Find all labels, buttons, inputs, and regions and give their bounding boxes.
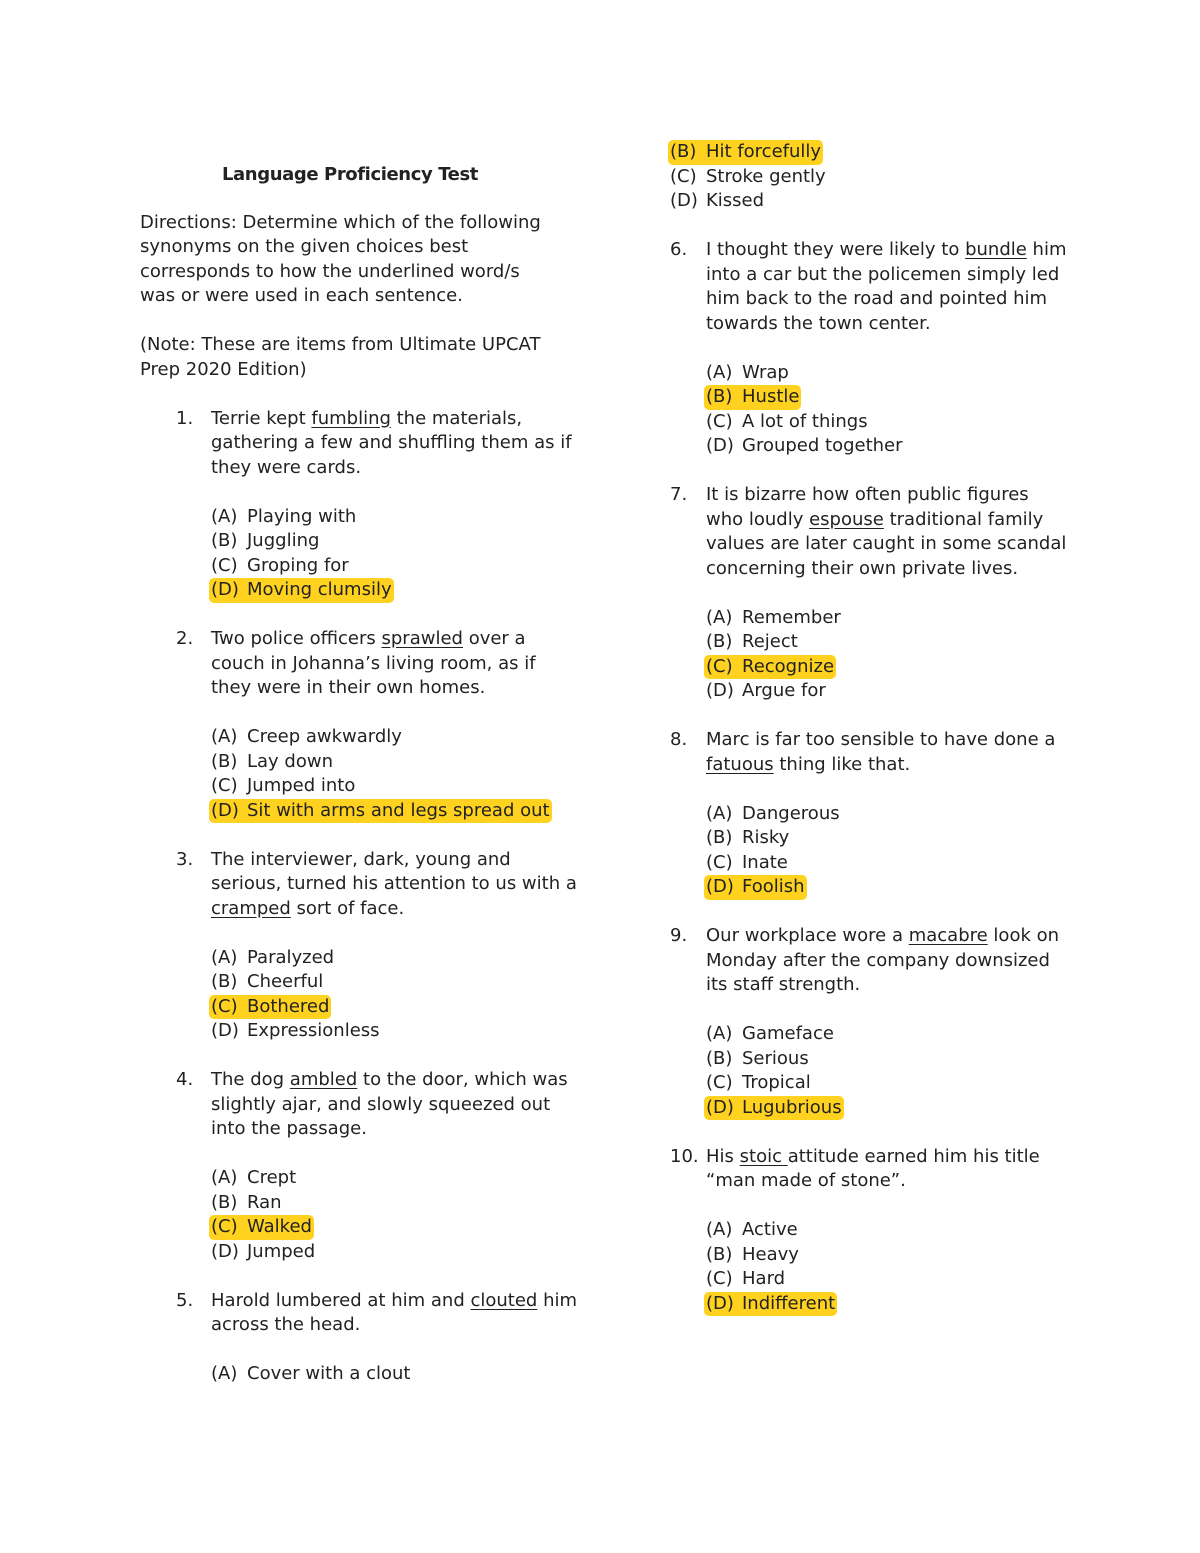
- option-text: Jumped: [247, 1240, 316, 1262]
- option-choice: [704, 410, 870, 435]
- question-2: [140, 627, 580, 823]
- option-letter: (C): [706, 851, 733, 873]
- option-text: Foolish: [742, 876, 805, 897]
- option-letter: (D): [706, 435, 734, 456]
- question-text: It is bizarre how often public figures who loudly espouse traditional family values are later caught in some scandal concerning their own private lives.: [706, 484, 1067, 579]
- option-text: Lay down: [247, 750, 334, 772]
- option-text: Wrap: [742, 361, 789, 383]
- option-row: [211, 970, 580, 995]
- option-text: Paralyzed: [247, 946, 335, 968]
- option-letter: (A): [211, 1363, 238, 1384]
- underlined-word: cramped: [211, 897, 291, 919]
- option-text: Cheerful: [247, 971, 324, 992]
- option-text: Jumped into: [247, 775, 356, 796]
- option-text: Inate: [742, 851, 788, 873]
- option-letter: (B): [211, 750, 238, 772]
- option-choice: [209, 505, 358, 530]
- option-choice: [704, 1022, 836, 1047]
- option-choice: [209, 725, 404, 750]
- option-letter: (D): [211, 579, 239, 600]
- option-text: Reject: [742, 631, 798, 652]
- option-text: Active: [742, 1219, 798, 1240]
- option-choice: [704, 802, 842, 827]
- option-row: [211, 1191, 580, 1216]
- option-choice: [704, 1267, 787, 1292]
- option-row: [211, 529, 580, 554]
- question-10: [670, 1145, 1070, 1317]
- option-letter: (B): [670, 141, 697, 162]
- option-letter: (B): [211, 971, 238, 992]
- option-row: [211, 946, 580, 971]
- option-text: Cover with a clout: [247, 1363, 411, 1384]
- option-row: [211, 578, 580, 603]
- question-text: His stoic attitude earned him his title “man made of stone”.: [706, 1145, 1040, 1191]
- question-9: [670, 924, 1070, 1120]
- option-choice: [704, 826, 791, 851]
- option-letter: (D): [706, 1292, 734, 1314]
- underlined-word: stoic: [739, 1145, 788, 1167]
- option-list: [706, 1218, 1070, 1316]
- directions-text: Directions: Determine which of the following synonyms on the given choices best corresponds to how the underlined word/s was or were used in each sentence.: [140, 211, 541, 306]
- option-text: A lot of things: [742, 410, 868, 432]
- option-letter: (B): [706, 1047, 733, 1069]
- option-letter: (A): [211, 1167, 238, 1188]
- option-row: [706, 1022, 1070, 1047]
- option-text: Groping for: [247, 554, 349, 576]
- option-choice: [209, 750, 335, 775]
- option-choice: [704, 361, 791, 386]
- option-list: [706, 606, 1070, 704]
- option-row: [706, 1267, 1070, 1292]
- option-row: [211, 995, 580, 1020]
- option-choice: [704, 1218, 800, 1243]
- underlined-word: sprawled: [381, 628, 463, 649]
- option-text: Recognize: [742, 655, 835, 677]
- question-number: 3.: [176, 848, 194, 870]
- question-7: [670, 483, 1070, 704]
- option-letter: (C): [211, 554, 238, 576]
- option-row: [706, 875, 1070, 900]
- question-8: [670, 728, 1070, 900]
- option-letter: (C): [706, 410, 733, 432]
- option-list: [211, 1166, 580, 1264]
- option-list: [706, 802, 1070, 900]
- option-text: Serious: [742, 1047, 809, 1069]
- question-5: [140, 1289, 580, 1387]
- option-letter: (D): [211, 799, 239, 821]
- option-choice: [209, 1166, 298, 1191]
- option-text: Juggling: [247, 530, 320, 551]
- option-row: [211, 505, 580, 530]
- option-text: Heavy: [742, 1243, 799, 1265]
- option-choice: [209, 946, 336, 971]
- option-letter: (A): [211, 505, 238, 527]
- option-text: Crept: [247, 1167, 297, 1188]
- question-1: [140, 407, 580, 603]
- underlined-word: bundle: [965, 239, 1027, 260]
- question-3: [140, 848, 580, 1044]
- option-list: [211, 505, 580, 603]
- option-letter: (B): [211, 1191, 238, 1213]
- option-letter: (A): [211, 726, 238, 747]
- option-letter: (D): [670, 190, 698, 211]
- question-4: [140, 1068, 580, 1264]
- option-text: Creep awkwardly: [247, 726, 402, 747]
- question-number: 7.: [670, 484, 688, 505]
- option-text: Tropical: [742, 1072, 811, 1093]
- option-letter: (D): [706, 876, 734, 897]
- option-letter: (D): [211, 1240, 239, 1262]
- option-choice: [704, 1047, 811, 1072]
- question-number: 8.: [670, 729, 688, 750]
- option-letter: (A): [706, 361, 733, 383]
- question-text: Harold lumbered at him and clouted him across the head.: [211, 1289, 578, 1335]
- highlighted-answer: [704, 655, 836, 680]
- option-choice: [668, 165, 828, 190]
- underlined-word: fumbling: [311, 407, 391, 429]
- option-letter: (A): [211, 946, 238, 968]
- option-row: [706, 851, 1070, 876]
- option-text: Moving clumsily: [247, 579, 392, 600]
- question-number: 4.: [176, 1069, 194, 1090]
- option-letter: (C): [211, 1216, 238, 1237]
- option-row: [706, 826, 1070, 851]
- option-letter: (C): [706, 1268, 733, 1289]
- option-choice: [209, 970, 325, 995]
- option-row: [211, 774, 580, 799]
- option-row: [211, 725, 580, 750]
- option-row: [706, 630, 1070, 655]
- option-letter: (D): [211, 1020, 239, 1041]
- option-text: Ran: [247, 1191, 282, 1213]
- document-title: Language Proficiency Test: [221, 164, 479, 185]
- option-choice: [209, 774, 357, 799]
- note-text: (Note: These are items from Ultimate UPCAT Prep 2020 Edition): [140, 334, 541, 380]
- option-choice: [704, 1071, 813, 1096]
- highlighted-answer: [704, 1292, 837, 1317]
- option-text: Hit forcefully: [706, 141, 822, 162]
- underlined-word: macabre: [908, 925, 988, 946]
- option-list: [211, 1362, 580, 1387]
- question-number: 1.: [176, 407, 194, 429]
- option-row: [706, 410, 1070, 435]
- option-text: Indifferent: [742, 1292, 836, 1314]
- option-choice: [668, 189, 766, 214]
- option-letter: (D): [706, 680, 734, 701]
- option-text: Lugubrious: [742, 1096, 842, 1118]
- option-row: [670, 189, 1070, 214]
- option-choice: [704, 679, 828, 704]
- option-choice: [704, 434, 905, 459]
- option-row: [670, 165, 1070, 190]
- option-row: [211, 1362, 580, 1387]
- option-text: Remember: [742, 606, 841, 628]
- option-letter: (A): [706, 606, 733, 628]
- option-text: Hard: [742, 1268, 786, 1289]
- option-row: [706, 802, 1070, 827]
- highlighted-answer: [668, 140, 823, 165]
- highlighted-answer: [209, 995, 331, 1020]
- option-list: [706, 361, 1070, 459]
- option-list: [211, 946, 580, 1044]
- option-text: Grouped together: [742, 435, 903, 456]
- question-number: 6.: [670, 239, 688, 260]
- left-column: [140, 140, 580, 1411]
- option-letter: (A): [706, 1023, 733, 1044]
- highlighted-answer: [209, 578, 394, 603]
- question-number: 5.: [176, 1289, 194, 1311]
- option-letter: (C): [211, 995, 238, 1017]
- option-text: Gameface: [742, 1023, 834, 1044]
- option-row: [706, 1071, 1070, 1096]
- question-text: The dog ambled to the door, which was slightly ajar, and slowly squeezed out into the passage.: [211, 1069, 568, 1139]
- option-row: [706, 434, 1070, 459]
- question-text: The interviewer, dark, young and serious, turned his attention to us with a cramped sort of face.: [211, 848, 577, 919]
- option-choice: [209, 529, 321, 554]
- option-row: [211, 1019, 580, 1044]
- option-row: [706, 1292, 1070, 1317]
- option-text: Bothered: [247, 995, 330, 1017]
- option-letter: (C): [211, 775, 238, 796]
- option-choice: [704, 630, 800, 655]
- question-number: 9.: [670, 925, 688, 946]
- option-choice: [704, 851, 790, 876]
- option-row: [670, 140, 1070, 165]
- option-list: [706, 1022, 1070, 1120]
- option-row: [706, 385, 1070, 410]
- option-choice: [209, 1191, 284, 1216]
- question-text: I thought they were likely to bundle him into a car but the policemen simply led him back to the road and pointed him towards the town center.: [706, 239, 1067, 334]
- question-text: Terrie kept fumbling the materials, gathering a few and shuffling them as if they were cards.: [211, 407, 572, 478]
- option-choice: [209, 554, 351, 579]
- highlighted-answer: [704, 875, 807, 900]
- option-row: [706, 1218, 1070, 1243]
- question-6: [670, 238, 1070, 459]
- option-choice: [209, 1362, 412, 1387]
- option-text: Expressionless: [247, 1020, 380, 1041]
- highlighted-answer: [209, 1215, 314, 1240]
- question-number: 2.: [176, 628, 194, 649]
- option-choice: [209, 1019, 382, 1044]
- option-list-continued: [670, 140, 1070, 214]
- option-letter: (B): [706, 386, 733, 407]
- option-text: Walked: [247, 1216, 312, 1237]
- option-text: Hustle: [742, 386, 800, 407]
- option-text: Risky: [742, 827, 790, 848]
- option-row: [211, 1215, 580, 1240]
- option-choice: [704, 606, 843, 631]
- option-text: Stroke gently: [706, 165, 826, 187]
- option-row: [706, 679, 1070, 704]
- underlined-word: clouted: [470, 1289, 538, 1311]
- option-letter: (A): [706, 802, 733, 824]
- underlined-word: ambled: [289, 1069, 358, 1090]
- underlined-word: espouse: [809, 508, 884, 530]
- underlined-word: fatuous: [706, 753, 774, 775]
- option-row: [211, 1166, 580, 1191]
- option-letter: (B): [211, 530, 238, 551]
- option-row: [211, 554, 580, 579]
- option-text: Sit with arms and legs spread out: [247, 799, 550, 821]
- option-text: Argue for: [742, 680, 826, 701]
- option-text: Playing with: [247, 505, 357, 527]
- highlighted-answer: [704, 385, 801, 410]
- option-row: [706, 655, 1070, 680]
- option-row: [211, 750, 580, 775]
- option-letter: (B): [706, 1243, 733, 1265]
- option-choice: [209, 1240, 317, 1265]
- option-row: [706, 1047, 1070, 1072]
- option-row: [706, 606, 1070, 631]
- option-letter: (B): [706, 827, 733, 848]
- option-letter: (C): [670, 165, 697, 187]
- option-row: [211, 799, 580, 824]
- option-row: [706, 1096, 1070, 1121]
- option-letter: (C): [706, 655, 733, 677]
- option-text: Dangerous: [742, 802, 840, 824]
- highlighted-answer: [209, 799, 552, 824]
- question-text: Marc is far too sensible to have done a fatuous thing like that.: [706, 729, 1056, 775]
- option-letter: (A): [706, 1219, 733, 1240]
- question-text: Two police officers sprawled over a couch in Johanna’s living room, as if they were in their own homes.: [211, 628, 536, 698]
- option-row: [706, 361, 1070, 386]
- option-row: [706, 1243, 1070, 1268]
- right-column: [670, 140, 1070, 1341]
- question-text: Our workplace wore a macabre look on Monday after the company downsized its staff strength.: [706, 925, 1060, 995]
- option-letter: (C): [706, 1072, 733, 1093]
- highlighted-answer: [704, 1096, 844, 1121]
- option-letter: (B): [706, 631, 733, 652]
- option-list: [211, 725, 580, 823]
- question-number: 10.: [670, 1145, 699, 1167]
- option-row: [211, 1240, 580, 1265]
- option-choice: [704, 1243, 801, 1268]
- option-text: Kissed: [706, 190, 765, 211]
- option-letter: (D): [706, 1096, 734, 1118]
